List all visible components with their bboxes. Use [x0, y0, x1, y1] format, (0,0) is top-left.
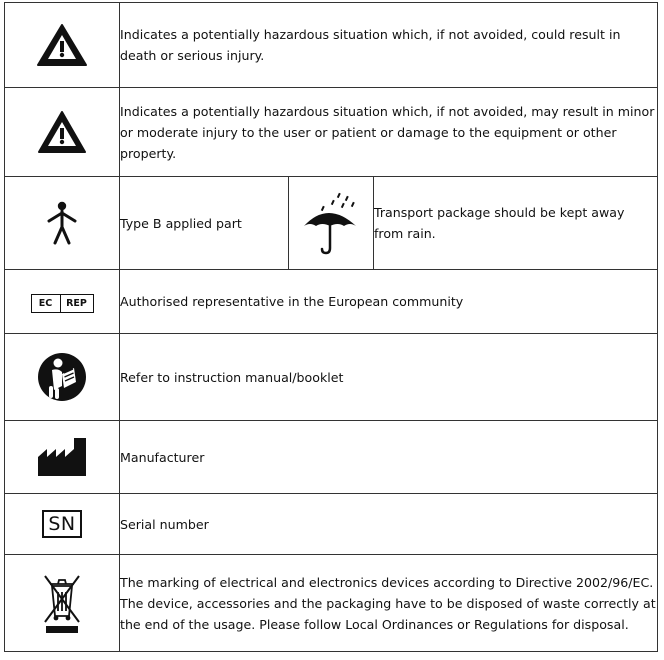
icon-cell — [5, 334, 120, 421]
table-row — [5, 494, 658, 555]
row-description: Transport package should be kept away from rain. — [374, 177, 658, 270]
table-row — [5, 421, 658, 494]
table-row — [5, 88, 658, 177]
warning-triangle-icon — [36, 23, 88, 67]
row-description: Serial number — [120, 494, 658, 555]
row-description: Refer to instruction manual/booklet — [120, 334, 658, 421]
icon-cell — [5, 88, 120, 177]
row-description: Indicates a potentially hazardous situation which, if not avoided, may result in minor or moderate injury to the user or patient or damage to the equipment or other property. — [120, 88, 658, 177]
icon-cell — [5, 270, 120, 334]
ec-label: EC — [32, 295, 61, 312]
table-row — [5, 3, 658, 88]
icon-cell — [5, 177, 120, 270]
icon-cell — [5, 421, 120, 494]
icon-cell — [5, 3, 120, 88]
row-description: Manufacturer — [120, 421, 658, 494]
manufacturer-icon — [37, 437, 87, 477]
icon-cell — [5, 555, 120, 652]
icon-cell — [5, 494, 120, 555]
rep-label: REP — [66, 297, 87, 309]
weee-crossed-bin-icon — [42, 572, 82, 634]
serial-number-icon: SN — [42, 510, 81, 538]
keep-dry-umbrella-icon — [298, 190, 364, 256]
row-description: Indicates a potentially hazardous situation which, if not avoided, could result in death or serious injury. — [120, 3, 658, 88]
type-b-applied-part-icon — [45, 201, 79, 245]
symbols-table — [4, 2, 658, 652]
row-description: Type B applied part — [120, 177, 289, 270]
table-row — [5, 177, 658, 270]
table-row — [5, 334, 658, 421]
instruction-manual-icon — [37, 352, 87, 402]
table-row — [5, 555, 658, 652]
table-row — [5, 270, 658, 334]
caution-triangle-icon — [37, 110, 87, 154]
row-description: The marking of electrical and electronics devices according to Directive 2002/96/EC. The device, accessories and the packaging have to be disposed of waste correctly at the end of the usage. Please follow Local Ordinances or Regulations for disposal. — [120, 555, 658, 652]
icon-cell — [289, 177, 374, 270]
row-description: Authorised representative in the European community — [120, 270, 658, 334]
ec-rep-icon — [31, 294, 94, 313]
